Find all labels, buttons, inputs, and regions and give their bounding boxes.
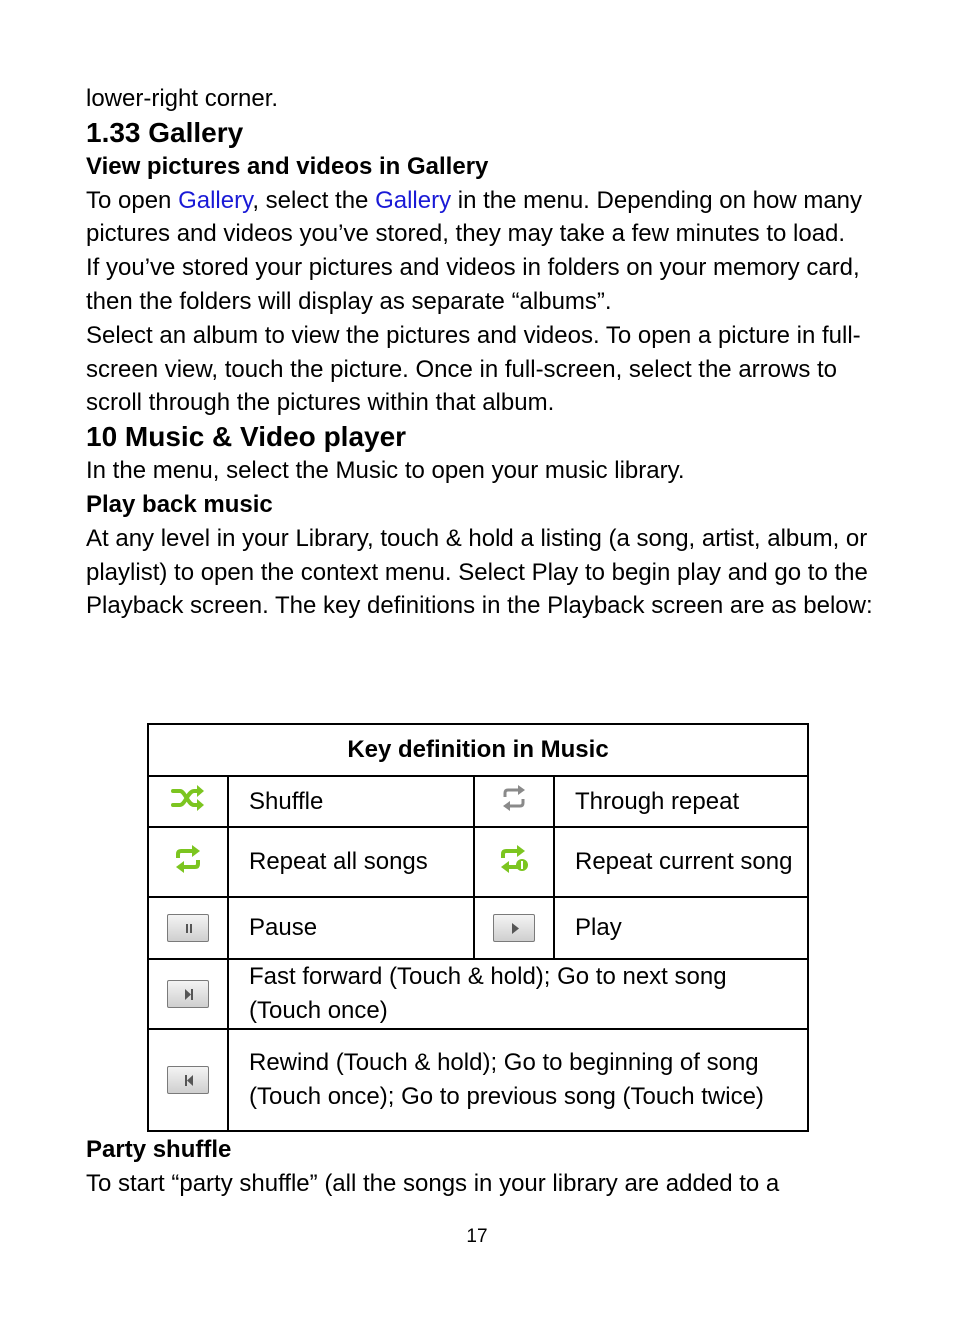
gallery-subheading: View pictures and videos in Gallery [86,152,489,180]
repeat-off-icon [501,791,527,818]
fast-forward-label: Fast forward (Touch & hold); Go to next song (Touch once) [228,959,808,1029]
play-icon [493,914,535,942]
previous-track-icon [167,1066,209,1094]
continuation-text: lower-right corner. [86,85,279,112]
key-definition-table [147,723,809,1132]
page-content [86,82,876,623]
table-row [148,959,808,1029]
music-paragraph-1: In the menu, select the Music to open your music library. [86,457,685,485]
repeat-all-icon [174,853,202,880]
gallery-link-2[interactable]: Gallery [375,186,452,214]
shuffle-label: Shuffle [228,776,474,827]
gallery-paragraph-1 [86,184,876,252]
gallery-heading: 1.33 Gallery [86,116,244,148]
gallery-paragraph-2: If you’ve stored your pictures and videos in folders on your memory card, then the folders will display as separate “albums”. [86,254,860,315]
shuffle-icon [171,791,205,818]
table-row [148,1029,808,1131]
text-span: , select the [252,186,376,214]
table-row [148,897,808,959]
icon-cell [474,897,554,959]
text-span: in the menu. Depending on how many pictures and videos you’ve stored, they may take a few minutes to load. [86,186,863,248]
icon-cell [148,959,228,1029]
party-section [86,1133,876,1201]
party-shuffle-heading: Party shuffle [86,1136,232,1163]
party-shuffle-paragraph: To start “party shuffle” (all the songs in your library are added to a [86,1169,780,1197]
icon-cell [148,776,228,827]
icon-cell [148,1029,228,1131]
icon-cell [148,897,228,959]
playback-subheading: Play back music [86,490,273,518]
through-repeat-label: Through repeat [554,776,808,827]
page-number: 17 [466,1226,488,1247]
repeat-all-label: Repeat all songs [228,827,474,897]
gallery-link[interactable]: Gallery [178,186,253,214]
pause-label: Pause [228,897,474,959]
next-track-icon [167,980,209,1008]
play-label: Play [554,897,808,959]
gallery-paragraph-3: Select an album to view the pictures and videos. To open a picture in full-screen view, touch the picture. Once in full-screen, select the arrows to scroll through the pictures within that album. [86,321,861,417]
music-heading: 10 Music & Video player [86,421,407,453]
rewind-label: Rewind (Touch & hold); Go to beginning of song (Touch once); Go to previous song (Touch twice) [228,1029,808,1131]
icon-cell [474,827,554,897]
table-title: Key definition in Music [148,724,808,776]
repeat-current-label: Repeat current song [554,827,808,897]
icon-cell [474,776,554,827]
music-paragraph-2: At any level in your Library, touch & hold a listing (a song, artist, album, or playlist) to open the context menu. Select Play to begin play and go to the Playback screen. The key definitions in the Playback screen are as below: [86,524,873,620]
repeat-one-icon [499,853,529,880]
table-row [148,827,808,897]
text-span: To open [86,186,179,214]
table-row [148,776,808,827]
pause-icon [167,914,209,942]
icon-cell [148,827,228,897]
